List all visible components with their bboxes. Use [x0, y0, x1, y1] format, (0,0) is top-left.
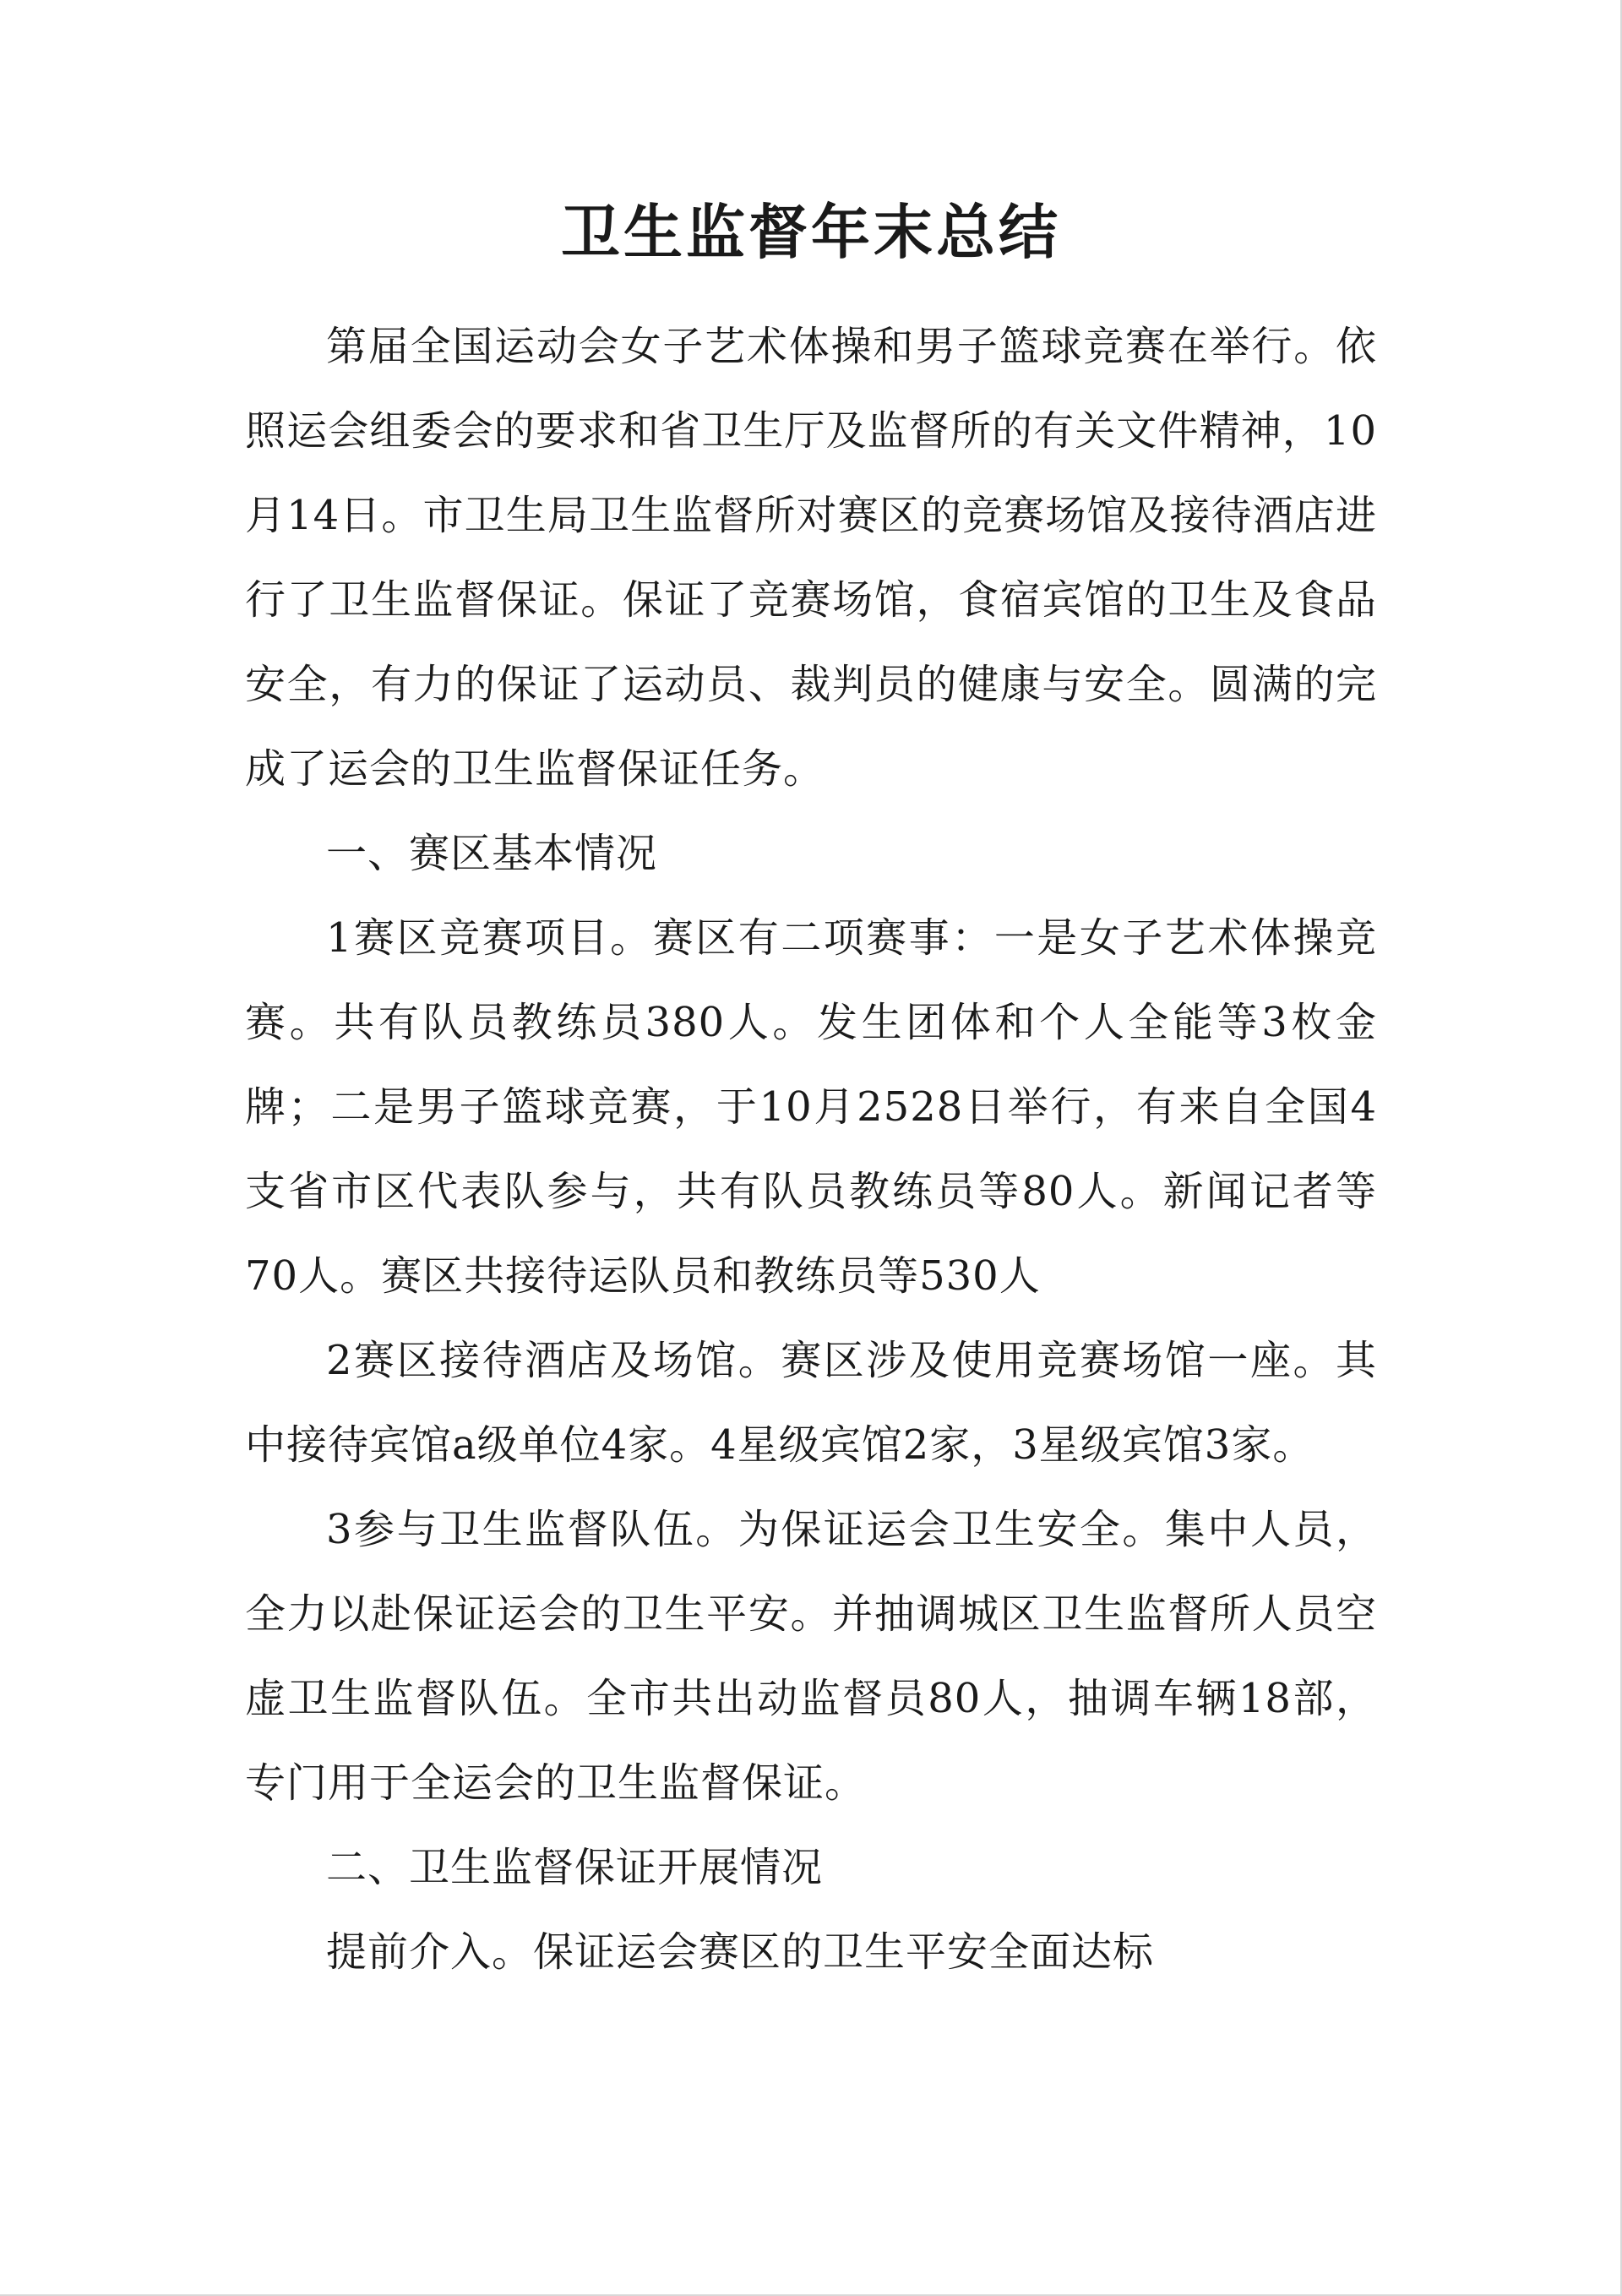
paragraph-supervision-team: 3参与卫生监督队伍。为保证运会卫生安全。集中人员，全力以赴保证运会的卫生平安。并抽调城区卫生监督所人员空虚卫生监督队伍。全市共出动监督员80人，抽调车辆18部，专门用于全运会的卫生监督保证。 — [245, 1506, 1377, 1807]
document-body — [245, 169, 1377, 1994]
document-title: 卫生监督年末总结 — [561, 197, 1061, 267]
paragraph-hotels-venues: 2赛区接待酒店及场馆。赛区涉及使用竞赛场馆一座。其中接待宾馆a级单位4家。4星级宾馆2家，3星级宾馆3家。 — [245, 1337, 1377, 1469]
paragraph-early-intervention: 提前介入。保证运会赛区的卫生平安全面达标 — [326, 1928, 1155, 1976]
section-heading-basic-situation: 一、赛区基本情况 — [326, 830, 658, 877]
paragraph-intro: 第届全国运动会女子艺术体操和男子篮球竞赛在举行。依照运会组委会的要求和省卫生厅及监督所的有关文件精神，10月14日。市卫生局卫生监督所对赛区的竞赛场馆及接待酒店进行了卫生监督保证。保证了竞赛场馆，食宿宾馆的卫生及食品安全，有力的保证了运动员、裁判员的健康与安全。圆满的完成了运会的卫生监督保证任务。 — [245, 323, 1377, 793]
paragraph-competition-events: 1赛区竞赛项目。赛区有二项赛事：一是女子艺术体操竞赛。共有队员教练员380人。发生团体和个人全能等3枚金牌；二是男子篮球竞赛，于10月2528日举行，有来自全国4支省市区代表队参与，共有队员教练员等80人。新闻记者等70人。赛区共接待运队员和教练员等530人 — [245, 914, 1377, 1300]
section-heading-supervision-work: 二、卫生监督保证开展情况 — [326, 1844, 824, 1891]
